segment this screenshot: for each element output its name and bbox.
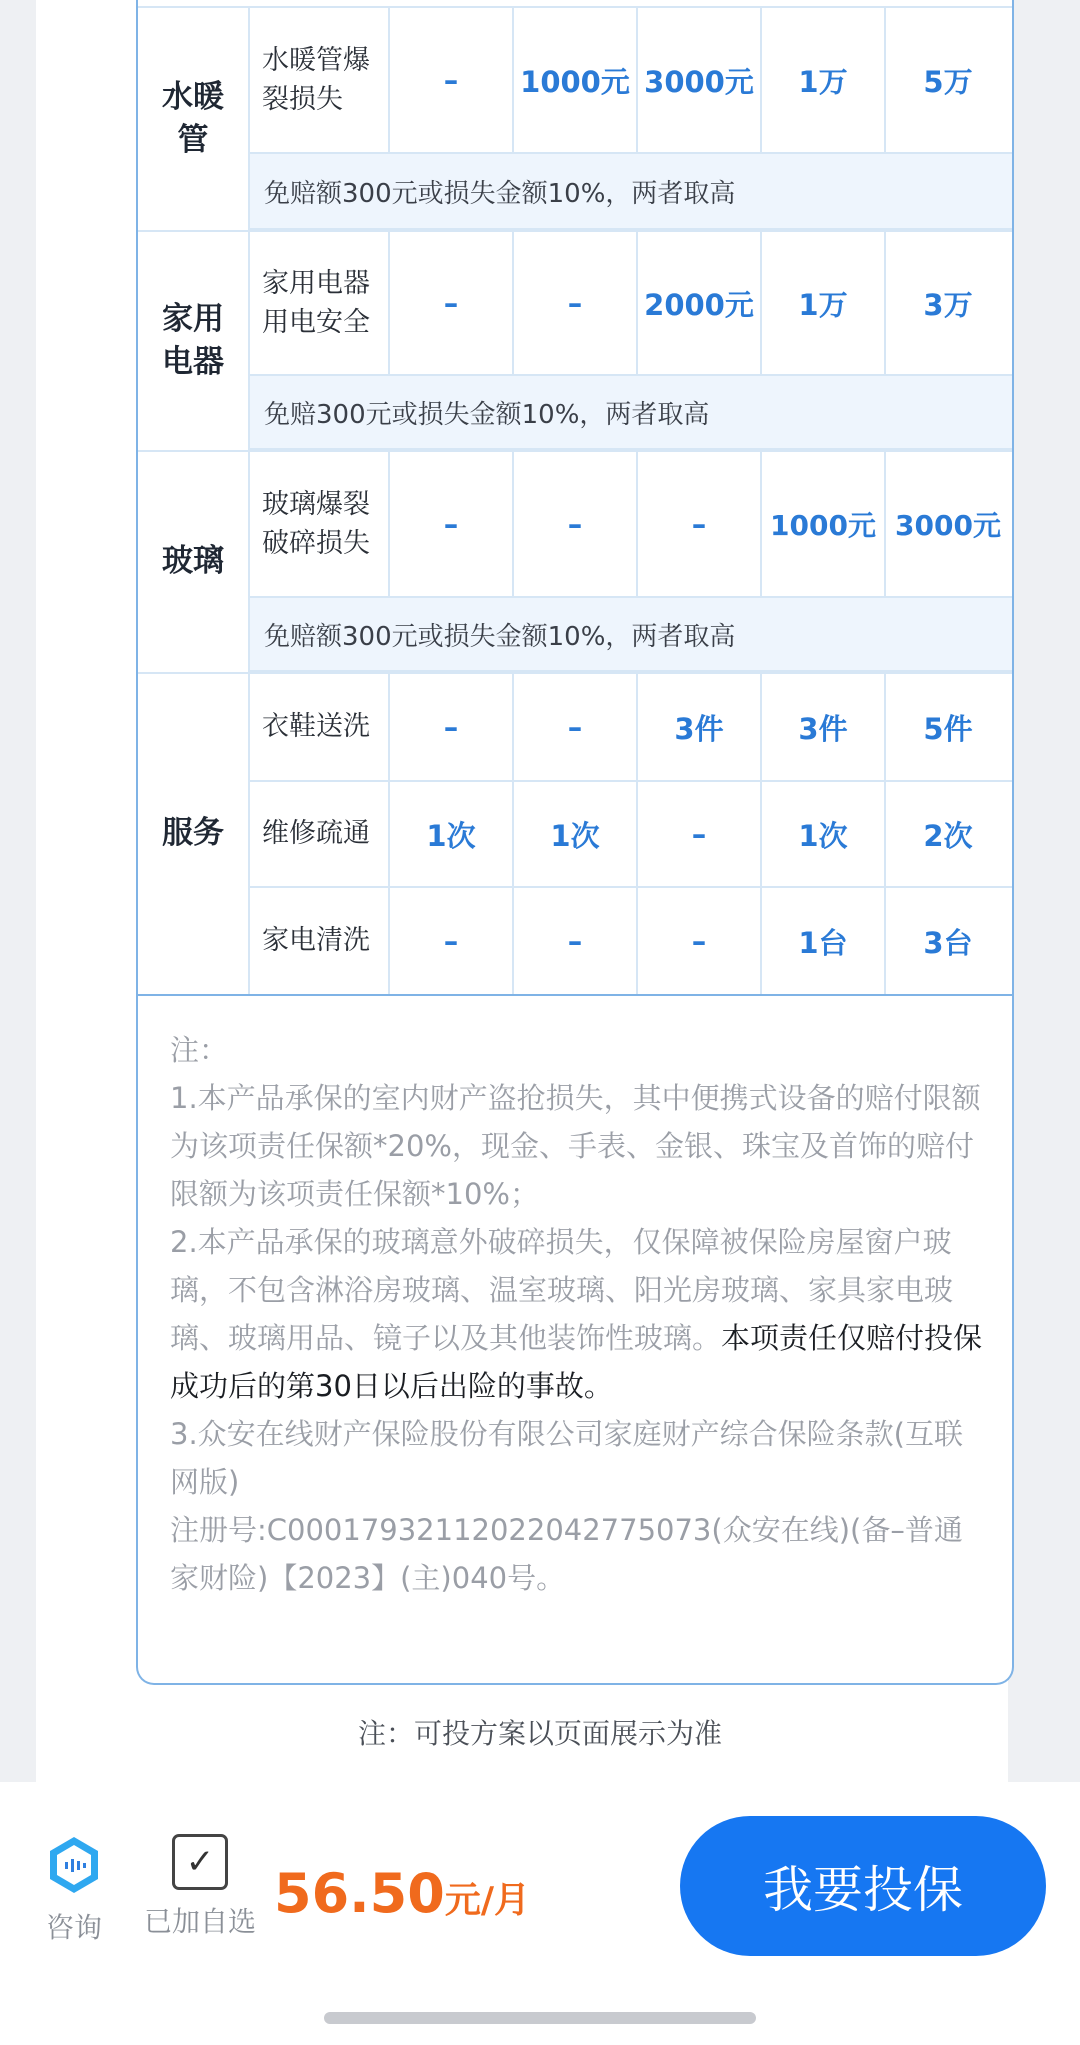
value-cell: 3件	[762, 674, 886, 780]
category-label: 家用电器	[138, 232, 250, 450]
item-label: 家用电器用电安全	[250, 232, 390, 374]
note-portable-devices: 1.本产品承保的室内财产盗抢损失，其中便携式设备的赔付限额为该项责任保额*20%，现金、手表、金银、珠宝及首饰的赔付限额为该项责任保额*10%；	[170, 1081, 981, 1211]
terms-notes	[170, 1026, 990, 1602]
value-cell: –	[514, 674, 638, 780]
value-cell: –	[514, 888, 638, 994]
item-label: 水暖管爆裂损失	[250, 8, 390, 152]
favorite-button[interactable]	[132, 1834, 268, 1940]
value-cell: 1次	[390, 782, 514, 886]
coverage-table	[136, 0, 1014, 1685]
price-unit: 元/月	[444, 1880, 530, 1921]
checkbox-checked-icon: ✓	[172, 1834, 228, 1890]
plan-availability-note: 注：可投方案以页面展示为准	[357, 1717, 722, 1750]
value-cell: –	[638, 888, 762, 994]
value-cell: 2000元	[638, 232, 762, 374]
value-cell: –	[390, 888, 514, 994]
note-glass	[170, 1218, 990, 1410]
note-policy-terms: 3.众安在线财产保险股份有限公司家庭财产综合保险条款(互联网版)	[170, 1417, 963, 1499]
item-label: 衣鞋送洗	[250, 674, 390, 780]
category-label: 服务	[138, 674, 250, 994]
value-cell: –	[514, 452, 638, 596]
deductible-note: 免赔300元或损失金额10%，两者取高	[250, 374, 1012, 450]
value-cell: –	[390, 674, 514, 780]
value-cell: 3件	[638, 674, 762, 780]
monthly-price	[274, 1862, 530, 1925]
note-glass-scope: 2.本产品承保的玻璃意外破碎损失，仅保障被保险房屋窗户玻璃，不包含淋浴房玻璃、温室玻璃、阳光房玻璃、家具家电玻璃、玻璃用品、镜子以及其他装饰性玻璃。	[170, 1225, 954, 1355]
buy-insurance-button[interactable]: 我要投保	[680, 1816, 1046, 1956]
deductible-note: 免赔额300元或损失金额10%，两者取高	[250, 596, 1012, 672]
value-cell: 1000元	[514, 8, 638, 152]
value-cell: –	[390, 452, 514, 596]
consult-button[interactable]	[38, 1834, 110, 1946]
table-row-glass	[138, 452, 1012, 672]
value-cell: –	[638, 452, 762, 596]
bottom-action-bar	[0, 1782, 1080, 2045]
table-row-appliance	[138, 232, 1012, 450]
item-label: 维修疏通	[250, 782, 390, 886]
item-label: 玻璃爆裂破碎损失	[250, 452, 390, 596]
category-label: 玻璃	[138, 452, 250, 672]
table-divider	[138, 994, 1012, 996]
table-row-plumbing	[138, 8, 1012, 230]
coverage-card	[36, 0, 1008, 1782]
value-cell: 2次	[923, 818, 973, 853]
notes-title: 注：	[170, 1033, 229, 1067]
consult-icon	[43, 1834, 105, 1896]
value-cell: –	[638, 782, 762, 886]
value-cell: 1次	[514, 782, 638, 886]
value-cell: –	[514, 232, 638, 374]
value-cell: 1000元	[762, 452, 886, 596]
category-label: 水暖管	[138, 8, 250, 230]
value-cell: 3台	[923, 925, 973, 960]
favorite-label: 已加自选	[143, 1905, 256, 1938]
home-indicator	[324, 2012, 756, 2024]
value-cell: 1次	[762, 782, 886, 886]
value-cell: 3000元	[895, 509, 1001, 542]
note-registration: 注册号:C00017932112022042775073(众安在线)(备–普通家财险)【2023】(主)040号。	[170, 1513, 963, 1595]
value-cell: –	[390, 232, 514, 374]
value-cell: 5万	[923, 64, 973, 99]
value-cell: 3万	[923, 287, 973, 322]
value-cell: 1台	[762, 888, 886, 994]
value-cell: –	[390, 8, 514, 152]
table-row-service	[138, 674, 1012, 994]
value-cell: 1万	[762, 232, 886, 374]
value-cell: 1万	[762, 8, 886, 152]
consult-label: 咨询	[45, 1911, 102, 1944]
item-label: 家电清洗	[250, 888, 390, 994]
price-value: 56.50	[274, 1862, 445, 1925]
note-glass-waiting-period: 本项责任仅赔付投保成功后的第30日以后出险的事故。	[170, 1321, 983, 1403]
value-cell: 3000元	[638, 8, 762, 152]
deductible-note: 免赔额300元或损失金额10%，两者取高	[250, 152, 1012, 230]
value-cell: 5件	[923, 711, 973, 746]
